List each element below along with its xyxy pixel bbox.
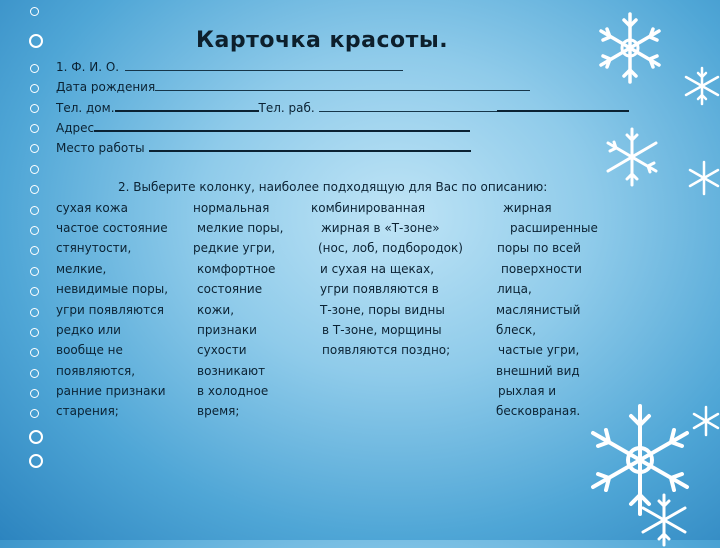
home-phone-label: Тел. дом. <box>56 101 115 115</box>
bullet <box>30 84 39 93</box>
bullet <box>30 308 39 317</box>
col2-line: мелкие поры, <box>197 221 284 235</box>
col3-line: в Т-зоне, морщины <box>322 323 442 337</box>
col2-line: возникают <box>197 364 266 378</box>
phone-row <box>56 99 629 115</box>
work-phone-field-extra[interactable] <box>497 99 629 112</box>
snowflake-icon <box>682 66 720 106</box>
bullet <box>30 409 39 418</box>
workplace-label: Место работы <box>56 141 145 155</box>
col2-line: в холодное <box>197 384 269 398</box>
snowflake-icon <box>592 10 668 86</box>
bullet <box>30 287 39 296</box>
address-label: Адрес <box>56 121 95 135</box>
question-text: 2. Выберите колонку, наиболее подходящую для Вас по описанию: <box>118 180 548 194</box>
col2-line: время; <box>197 404 240 418</box>
bullet <box>30 124 39 133</box>
snowflake-icon <box>690 405 720 437</box>
bullet <box>30 104 39 113</box>
col2-line: комфортное <box>197 262 276 276</box>
col1-line: вообще не <box>56 343 123 357</box>
address-row <box>56 119 470 135</box>
work-phone-label: Тел. раб. <box>258 101 315 115</box>
col1-line: мелкие, <box>56 262 107 276</box>
col4-line: поверхности <box>501 262 582 276</box>
col3-line: Т-зоне, поры видны <box>320 303 445 317</box>
bullet <box>30 328 39 337</box>
col3-line: жирная в «Т-зоне» <box>321 221 440 235</box>
snowflake-icon <box>600 125 664 189</box>
birth-label: Дата рождения <box>56 80 156 94</box>
bullet <box>30 144 39 153</box>
birth-row <box>56 79 530 94</box>
col2-line: редкие угри, <box>193 241 276 255</box>
col4-line: бесковраная. <box>496 404 581 418</box>
bullet <box>30 267 39 276</box>
col3-line: появляются поздно; <box>322 343 451 357</box>
work-phone-field[interactable] <box>319 100 497 112</box>
col4-line: лица, <box>497 282 532 296</box>
bullet <box>30 348 39 357</box>
col1-line: редко или <box>56 323 121 337</box>
birth-field[interactable] <box>155 79 530 91</box>
col2-line: признаки <box>197 323 257 337</box>
bullet <box>29 430 43 444</box>
fio-row <box>56 59 403 74</box>
bullet <box>30 165 39 174</box>
bullet <box>30 64 39 73</box>
col4-line: жирная <box>503 201 552 215</box>
address-field[interactable] <box>94 119 470 132</box>
col4-line: внешний вид <box>496 364 580 378</box>
col3-line: угри появляются в <box>320 282 439 296</box>
col3-line: комбинированная <box>311 201 426 215</box>
bullet <box>30 389 39 398</box>
col2-line: сухости <box>197 343 247 357</box>
col1-line: невидимые поры, <box>56 282 169 296</box>
col1-line: старения; <box>56 404 119 418</box>
col1-line: появляются, <box>56 364 136 378</box>
bullet <box>30 226 39 235</box>
workplace-row <box>56 139 471 155</box>
col2-line: нормальная <box>193 201 270 215</box>
col2-line: кожи, <box>197 303 235 317</box>
bullet <box>30 7 39 16</box>
col4-line: частые угри, <box>498 343 580 357</box>
col1-line: частое состояние <box>56 221 168 235</box>
page-title: Карточка красоты. <box>196 28 449 53</box>
col1-line: сухая кожа <box>56 201 128 215</box>
col4-line: расширенные <box>510 221 598 235</box>
fio-field[interactable] <box>125 59 403 71</box>
col4-line: поры по всей <box>497 241 581 255</box>
col3-line: и сухая на щеках, <box>320 262 435 276</box>
col2-line: состояние <box>197 282 263 296</box>
col1-line: стянутости, <box>56 241 132 255</box>
bullet <box>30 369 39 378</box>
bullet <box>29 454 43 468</box>
fio-label: 1. Ф. И. О. <box>56 60 120 74</box>
snowflake-icon <box>686 160 720 196</box>
col4-line: блеск, <box>496 323 537 337</box>
bullet <box>29 34 43 48</box>
home-phone-field[interactable] <box>115 99 259 112</box>
bullet <box>30 185 39 194</box>
workplace-field[interactable] <box>149 139 471 152</box>
col4-line: рыхлая и <box>498 384 557 398</box>
col4-line: маслянистый <box>496 303 581 317</box>
col3-line: (нос, лоб, подбородок) <box>318 241 463 255</box>
col1-line: ранние признаки <box>56 384 166 398</box>
bullet <box>30 246 39 255</box>
bullet <box>30 206 39 215</box>
col1-line: угри появляются <box>56 303 164 317</box>
